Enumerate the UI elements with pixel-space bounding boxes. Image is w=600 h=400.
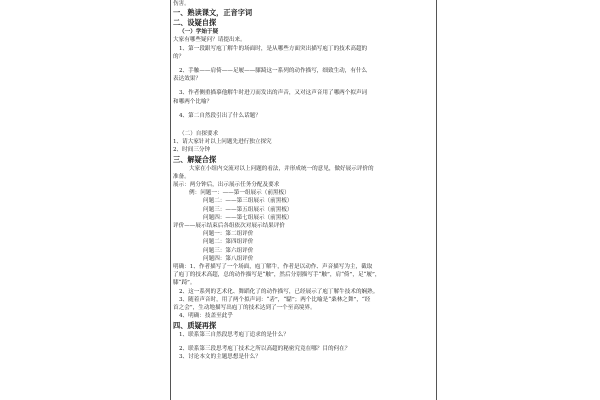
text-line: 1、第一段跟写庖丁解牛的场面时，是从哪些方面突出描写庖丁的技术高超的	[179, 45, 368, 52]
text-line: 大家在小组内交流对以上问题的看法，并形成统一的意见，做好展示评价的	[189, 165, 374, 172]
text-line: 问题四：第八组评价	[203, 255, 254, 262]
text-line: 2、手触——肩倚——足履——膝踦这一系列的动作描写，细致生动，有什么	[179, 68, 368, 75]
text-line: 3、随着声音时，用了两个拟声词：“砉”，“騞”；两个比喻是“桑林之舞”，“经	[179, 296, 371, 303]
text-line: 了庖丁的技术高超，总的动作描写是“触”，然后分别描写手“触”，肩“倚”，足“履”，	[173, 272, 381, 279]
text-line: 1、请大家针对以上问题先进行独立探究	[173, 139, 272, 146]
text-line: 问题三：第六组评价	[203, 247, 254, 254]
text-line: 问题二：第四组评价	[203, 239, 254, 246]
text-line: 大家有哪些疑问？请提出来。	[173, 37, 246, 44]
table-border-right	[436, 0, 437, 400]
text-line: 4、明确：技盖至此乎	[179, 313, 233, 320]
table-border-left	[170, 0, 171, 400]
text-line: 的？	[173, 53, 185, 60]
text-line: 膝“踦”。	[173, 280, 196, 287]
text-line: 准备。	[173, 173, 190, 180]
text-line: 问题一：第二组评价	[203, 231, 254, 238]
text-line: 1、联系第三自然段思考庖丁追求的是什么？	[179, 331, 289, 338]
text-line: 二、设疑自探	[173, 18, 217, 28]
text-line: （一）学始于疑	[179, 29, 219, 36]
text-line: 例：问题一：——第一组展示（前黑板）	[189, 190, 290, 197]
text-line: 2、这一系列的艺术化、舞蹈化了的动作描写，已经展示了庖丁解牛技术的娴熟。	[179, 288, 379, 295]
text-line: 4、第二自然段引出了什么话题？	[179, 112, 261, 119]
text-line: 一、熟读课文，正音字词	[173, 8, 253, 18]
text-line: 和哪两个比喻？	[173, 98, 213, 105]
text-line: 2、联系第三段思考庖丁技术之所以高超的秘密究竟在哪？目的何在？	[179, 345, 351, 352]
text-line: 3、讨论本文的主题思想是什么？	[179, 353, 261, 360]
text-line: 明确：1、作者描写了一个场面，庖丁解牛，作者是以动作、声音描写为主，截取	[173, 264, 373, 271]
text-line: （二）自探要求	[179, 131, 219, 138]
text-line: 伤害。	[173, 1, 190, 7]
spacer	[173, 120, 433, 130]
text-line: 表达效果？	[173, 76, 201, 83]
text-line: 评价——展示结束后各组依次对展示结果评价	[173, 223, 285, 230]
text-line: 问题三：——第五组展示（前黑板）	[203, 206, 293, 213]
text-line: 三、解疑合探	[173, 154, 217, 164]
text-line: 展示：两分钟后，出示展示任务分配及要求	[173, 182, 280, 189]
text-line: 问题四：——第七组展示（前黑板）	[203, 214, 293, 221]
text-line: 问题二：——第三组展示（前黑板）	[203, 198, 293, 205]
text-line: 四、质疑再探	[173, 320, 217, 330]
text-line: 3、作者侧重描摹他解牛时进刀而发出的声音，又对这声音用了哪两个拟声词	[179, 90, 368, 97]
text-line: 2、时间三分钟	[173, 147, 211, 154]
text-line: 首之会”，生动地描写出庖丁的技术达到了一个至高境界。	[173, 305, 316, 312]
document-text-column	[173, 0, 433, 400]
